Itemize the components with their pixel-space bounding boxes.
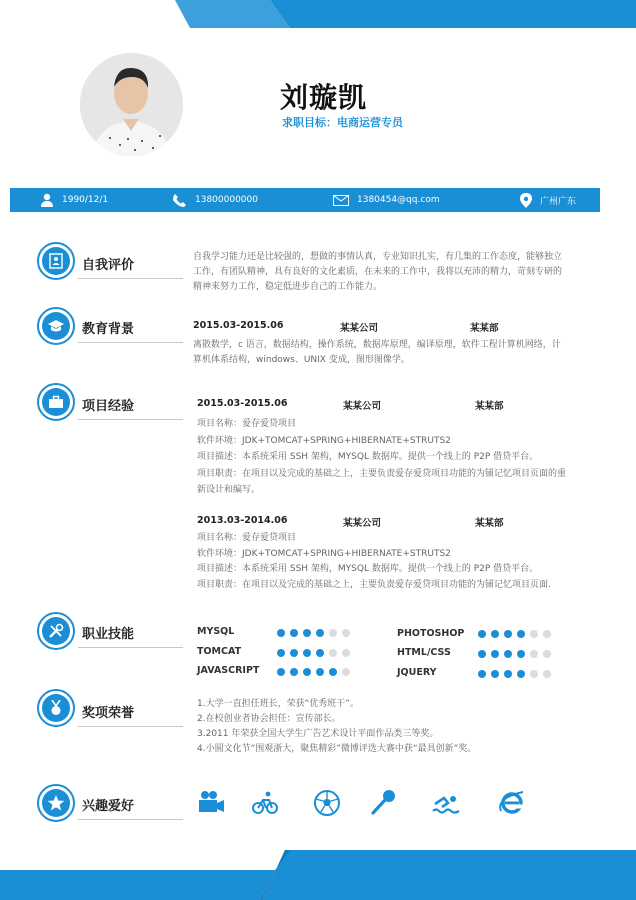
awards-icon-wrap	[37, 689, 75, 727]
profile-card-icon	[48, 253, 64, 269]
skill-dot-filled	[290, 629, 298, 637]
project-1-org: 某某公司	[343, 401, 382, 412]
candidate-name: 刘璇凯	[280, 81, 368, 114]
skill-level	[277, 629, 350, 637]
skill-dot-filled	[303, 668, 311, 676]
location-info	[520, 188, 576, 212]
skill-level	[277, 649, 350, 657]
skill-dot-filled	[504, 650, 512, 658]
section-title-hobbies: 兴趣爱好	[82, 799, 135, 814]
email-address: 1380454@qq.com	[357, 195, 440, 205]
skill-level	[478, 630, 551, 638]
skill-dot-filled	[277, 668, 285, 676]
tools-icon	[48, 623, 64, 639]
location: 广州广东	[540, 196, 577, 207]
projects-icon-wrap	[37, 383, 75, 421]
skill-dot-filled	[290, 668, 298, 676]
skill-dot-filled	[517, 670, 525, 678]
education-icon-wrap	[37, 307, 75, 345]
skill-dot-empty	[342, 629, 350, 637]
project-2-org: 某某公司	[343, 518, 382, 529]
email-info	[333, 188, 440, 212]
skill-dot-empty	[342, 649, 350, 657]
microphone-icon	[370, 788, 398, 816]
skill-dot-empty	[530, 670, 538, 678]
education-dept: 某某部	[470, 323, 499, 334]
skill-name: PHOTOSHOP	[397, 628, 465, 639]
football-icon	[313, 789, 341, 817]
divider	[78, 726, 183, 727]
skill-dot-filled	[491, 670, 499, 678]
skill-dot-empty	[342, 668, 350, 676]
skill-dot-filled	[517, 630, 525, 638]
skill-level	[478, 670, 551, 678]
skill-dot-filled	[478, 630, 486, 638]
hobbies-icon-wrap	[37, 784, 75, 822]
person-icon	[40, 193, 54, 207]
camera-icon	[197, 788, 225, 816]
skill-dot-empty	[329, 649, 337, 657]
skill-dot-filled	[491, 650, 499, 658]
skill-dot-empty	[543, 630, 551, 638]
contact-bar	[10, 188, 600, 212]
skill-dot-empty	[530, 630, 538, 638]
skill-dot-filled	[277, 629, 285, 637]
skill-dot-filled	[478, 670, 486, 678]
education-org: 某某公司	[340, 323, 379, 334]
skill-name: JAVASCRIPT	[197, 665, 260, 676]
phone-info	[172, 188, 258, 212]
skill-name: JQUERY	[397, 667, 437, 678]
skill-dot-filled	[316, 629, 324, 637]
education-text: 离散数学，c 语言，数据结构，操作系统，数据库原理，编译原理，软件工程计算机网络，计 算机体系结构，windows、UNIX 变成，图形图像学。	[193, 340, 561, 365]
divider	[78, 342, 183, 343]
section-title-education: 教育背景	[82, 322, 135, 337]
birth-info	[40, 188, 108, 212]
skill-dot-filled	[478, 650, 486, 658]
skill-level	[277, 668, 350, 676]
section-title-awards: 奖项荣誉	[82, 706, 135, 721]
divider	[78, 819, 183, 820]
medal-icon	[49, 700, 63, 716]
project-2-period: 2013.03-2014.06	[197, 515, 288, 526]
self-eval-text: 自我学习能力还是比较强的，想做的事情认真，专业知识扎实，有几集的工作态度，能够独立 工作，有团队精神，具有良好的文化素质，在未来的工作中，我将以充沛的精力，苛刻专研的 精神来努力工作，稳定低进步自己的工作能力。	[193, 252, 563, 292]
section-title-projects: 项目经验	[82, 399, 135, 414]
job-objective: 求职目标：电商运营专员	[282, 116, 403, 129]
divider	[78, 419, 183, 420]
section-title-self-eval: 自我评价	[82, 258, 135, 273]
skill-dot-filled	[316, 668, 324, 676]
education-period: 2015.03-2015.06	[193, 320, 284, 331]
project-1-details: 项目名称：爱存爱贷项目 软件环境：JDK+TOMCAT+SPRING+HIBERNATE+STRUTS2 项目描述：本系统采用 SSH 架构，MYSQL 数据库。提供一个线上的 P2P 借贷平台。 项目职责：在项目以及完成的基础之上，主要负责爱存爱贷项目功能的为铺记忆项目页面的重 新设计和编写。	[197, 419, 567, 495]
star-icon	[47, 794, 65, 812]
graduation-cap-icon	[47, 319, 65, 333]
birth-date: 1990/12/1	[62, 195, 109, 205]
skill-dot-filled	[491, 630, 499, 638]
divider	[78, 647, 183, 648]
skill-dot-empty	[530, 650, 538, 658]
skill-dot-filled	[277, 649, 285, 657]
skill-dot-filled	[517, 650, 525, 658]
skill-dot-filled	[303, 649, 311, 657]
project-1-dept: 某某部	[475, 401, 504, 412]
skill-level	[478, 650, 551, 658]
project-2-dept: 某某部	[475, 518, 504, 529]
skill-name: MYSQL	[197, 626, 235, 637]
awards-text: 1.大学一直担任班长，荣获“优秀班干”。 2.在校创业者协会担任：宣传部长。 3.2011 年荣获全国大学生广告艺术设计平面作品类三等奖。 4.小圆文化节“围观浙大，聚焦精彩”微博评选大赛中获“最具创新”奖。	[197, 699, 477, 754]
skill-dot-empty	[543, 670, 551, 678]
skill-dot-filled	[504, 670, 512, 678]
project-2-details: 项目名称：爱存爱贷项目 软件环境：JDK+TOMCAT+SPRING+HIBERNATE+STRUTS2 项目描述：本系统采用 SSH 架构，MYSQL 数据库。提供一个线上的 P2P 借贷平台。 项目职责：在项目以及完成的基础之上，主要负责爱存爱贷项目功能的为铺记忆项目页面.	[197, 533, 551, 590]
skill-name: TOMCAT	[197, 646, 242, 657]
skill-dot-empty	[329, 629, 337, 637]
top-decoration	[0, 0, 636, 40]
avatar	[80, 53, 183, 156]
self-eval-icon-wrap	[37, 242, 75, 280]
skill-dot-filled	[290, 649, 298, 657]
bottom-decoration	[0, 850, 636, 900]
skill-dot-filled	[316, 649, 324, 657]
skills-icon-wrap	[37, 612, 75, 650]
skill-dot-filled	[329, 668, 337, 676]
skill-dot-empty	[543, 650, 551, 658]
phone-icon	[172, 193, 187, 208]
browser-icon	[498, 788, 526, 816]
skill-name: HTML/CSS	[397, 647, 451, 658]
skill-dot-filled	[504, 630, 512, 638]
swimming-icon	[432, 790, 460, 818]
briefcase-icon	[48, 395, 64, 409]
mail-icon	[333, 195, 349, 206]
divider	[78, 278, 183, 279]
cycling-icon	[251, 788, 279, 816]
skill-dot-filled	[303, 629, 311, 637]
phone-number: 13800000000	[195, 195, 258, 205]
section-title-skills: 职业技能	[82, 627, 135, 642]
project-1-period: 2015.03-2015.06	[197, 398, 288, 409]
location-pin-icon	[520, 193, 532, 208]
